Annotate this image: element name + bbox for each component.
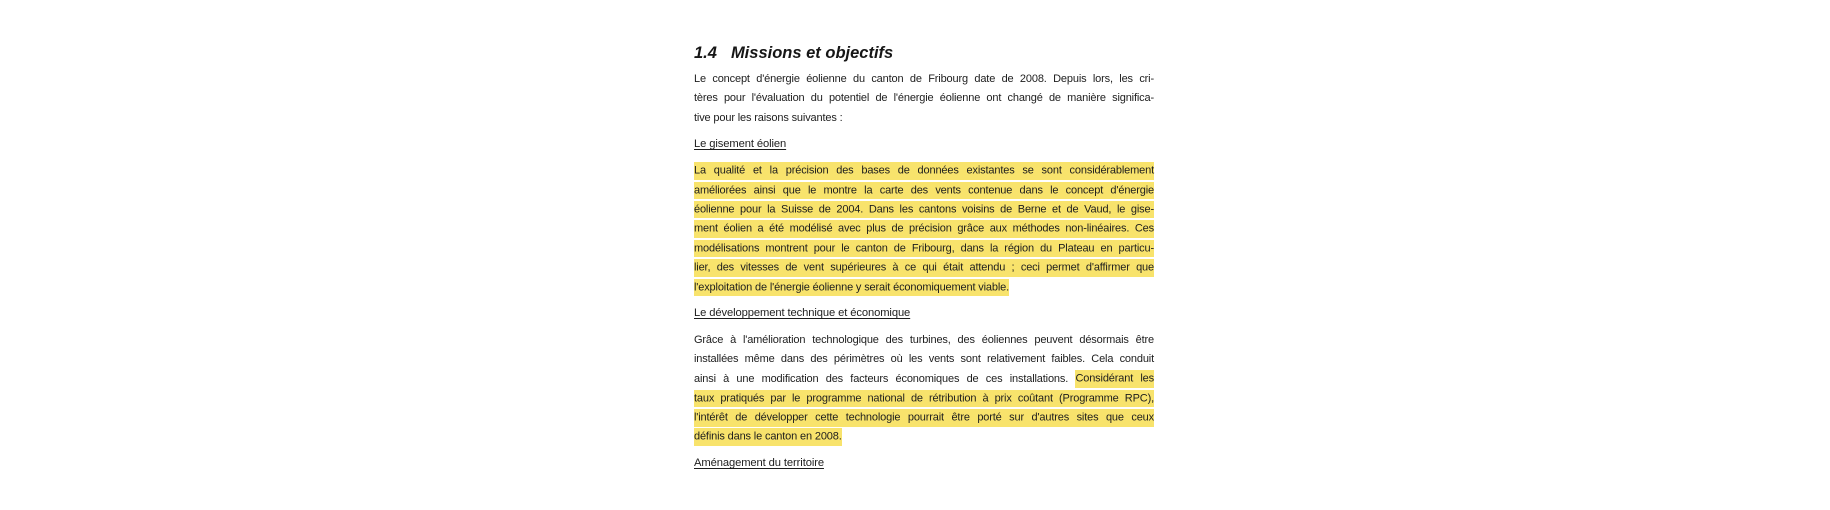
highlight-run: définis dans le canton en 2008. xyxy=(694,428,842,446)
highlight-run: La qualité et la précision des bases de données existantes se sont considérablement xyxy=(694,162,1154,180)
text-line xyxy=(694,331,1154,350)
text-line xyxy=(694,200,1154,219)
text-line xyxy=(694,278,1154,297)
text-line xyxy=(694,162,1154,181)
text-run: Grâce à l'amélioration technologique des turbines, des éoliennes peuvent désormais être xyxy=(694,333,1154,346)
highlight-run: l'intérêt de développer cette technologie pourrait être porté sur d'autres sites que ceux xyxy=(694,409,1154,427)
subheading: Aménagement du territoire xyxy=(694,457,824,470)
paragraph-block xyxy=(694,70,1154,128)
text-line xyxy=(694,70,1154,89)
highlight-run: éolienne pour la Suisse de 2004. Dans les cantons voisins de Berne et de Vaud, le gise- xyxy=(694,201,1154,219)
text-line xyxy=(694,109,1154,128)
document-body xyxy=(694,70,1154,474)
text-line xyxy=(694,89,1154,108)
section-title: Missions et objectifs xyxy=(730,44,894,62)
text-line xyxy=(694,409,1154,428)
text-line xyxy=(694,389,1154,408)
text-line xyxy=(694,350,1154,369)
text-line xyxy=(694,370,1154,389)
subheading: Le développement technique et économique xyxy=(694,307,911,320)
highlight-run: lier, des vitesses de vent supérieures à ce qui était attendu ; ceci permet d'affirmer que xyxy=(694,259,1154,277)
highlight-run: améliorées ainsi que le montre la carte des vents contenue dans le concept d'énergie xyxy=(694,182,1154,200)
section-number: 1.4 xyxy=(694,44,717,62)
text-run: Le concept d'énergie éolienne du canton de Fribourg date de 2008. Depuis lors, les cri- xyxy=(694,73,1154,85)
text-run: installées même dans des périmètres où les vents sont relativement faibles. Cela conduit xyxy=(694,353,1154,366)
text-line xyxy=(694,181,1154,200)
paragraph-block xyxy=(694,331,1154,447)
text-line xyxy=(694,220,1154,239)
text-run: tive pour les raisons suivantes : xyxy=(694,111,843,124)
section-heading xyxy=(694,42,1154,64)
text-line xyxy=(694,239,1154,258)
paragraph-block xyxy=(694,162,1154,298)
highlight-run: Considérant les xyxy=(1075,370,1154,388)
highlight-run: modélisations montrent pour le canton de Fribourg, dans la région du Plateau en particu- xyxy=(694,240,1154,258)
subheading: Le gisement éolien xyxy=(694,138,787,151)
highlight-run: taux pratiqués par le programme national de rétribution à prix coûtant (Programme RPC), xyxy=(694,390,1154,408)
highlight-run: l'exploitation de l'énergie éolienne y serait économiquement viable. xyxy=(694,279,1009,297)
text-line xyxy=(694,428,1154,447)
text-column xyxy=(694,42,1154,481)
text-run: tères pour l'évaluation du potentiel de l'énergie éolienne ont changé de manière significa- xyxy=(694,92,1154,105)
text-run: ainsi à une modification des facteurs économiques de ces installations. xyxy=(694,372,1076,385)
highlight-run: ment éolien a été modélisé avec plus de précision grâce aux méthodes non-linéaires. Ces xyxy=(694,220,1154,238)
text-line xyxy=(694,259,1154,278)
